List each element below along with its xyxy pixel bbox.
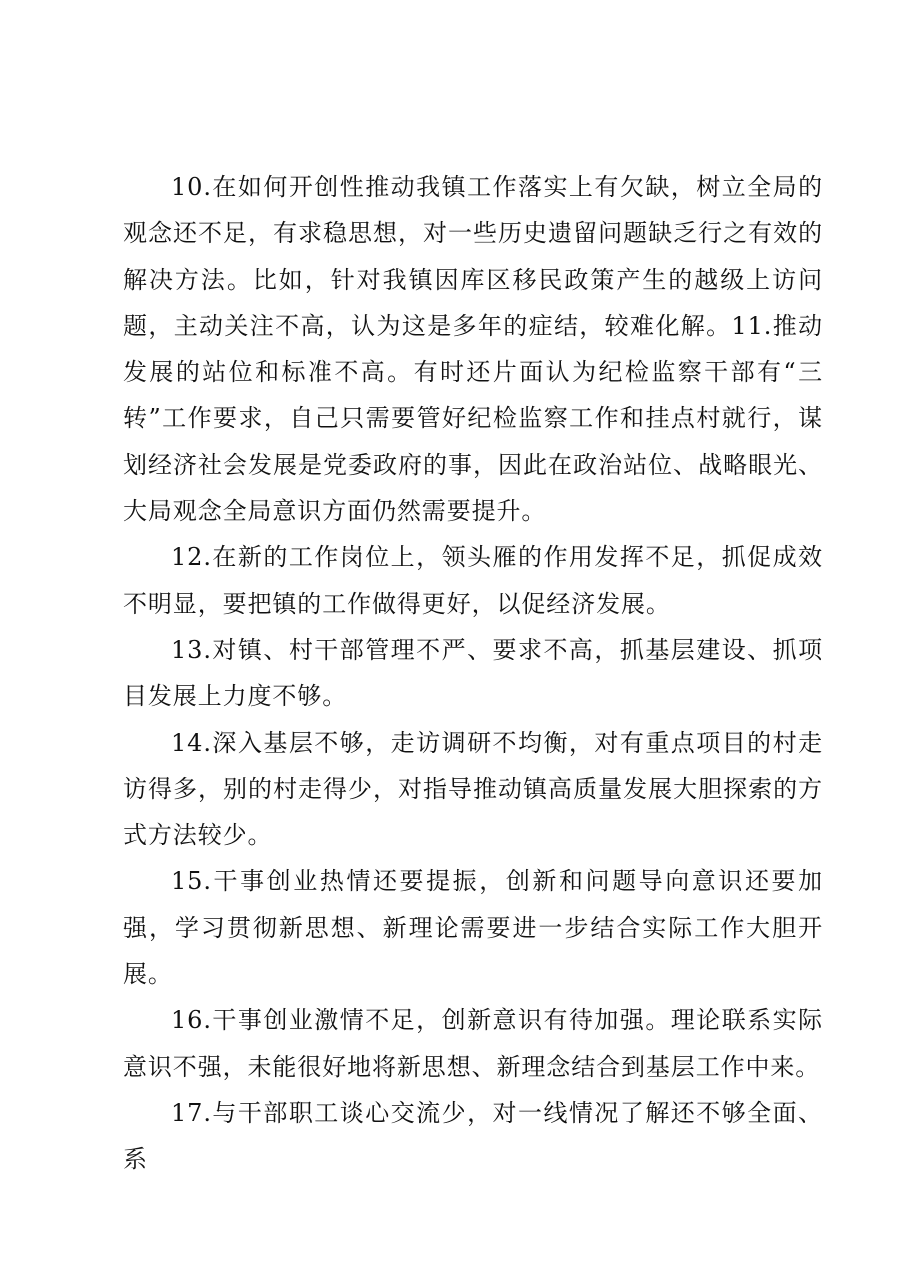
paragraph-10-11: 10.在如何开创性推动我镇工作落实上有欠缺，树立全局的观念还不足，有求稳思想，对一些历史遗留问题缺乏行之有效的解决方法。比如，针对我镇因库区移民政策产生的越级上访问题，主动关注不高，认为这是多年的症结，较难化解。11.推动发展的站位和标准不高。有时还片面认为纪检监察干部有“三转”工作要求，自己只需要管好纪检监察工作和挂点村就行，谋划经济社会发展是党委政府的事，因此在政治站位、战略眼光、大局观念全局意识方面仍然需要提升。	[123, 173, 823, 526]
paragraph-15: 15.干事创业热情还要提振，创新和问题导向意识还要加强，学习贯彻新思想、新理论需要进一步结合实际工作大胆开展。	[123, 867, 823, 989]
paragraph-17: 17.与干部职工谈心交流少，对一线情况了解还不够全面、系	[123, 1098, 823, 1174]
paragraph-14: 14.深入基层不够，走访调研不均衡，对有重点项目的村走访得多，别的村走得少，对指导推动镇高质量发展大胆探索的方式方法较少。	[123, 728, 823, 850]
paragraph-13: 13.对镇、村干部管理不严、要求不高，抓基层建设、抓项目发展上力度不够。	[123, 635, 823, 711]
document-body	[123, 164, 823, 1183]
paragraph-16: 16.干事创业激情不足，创新意识有待加强。理论联系实际意识不强，未能很好地将新思想、新理念结合到基层工作中来。	[123, 1006, 823, 1081]
paragraph-12: 12.在新的工作岗位上，领头雁的作用发挥不足，抓促成效不明显，要把镇的工作做得更好，以促经济发展。	[123, 543, 823, 618]
